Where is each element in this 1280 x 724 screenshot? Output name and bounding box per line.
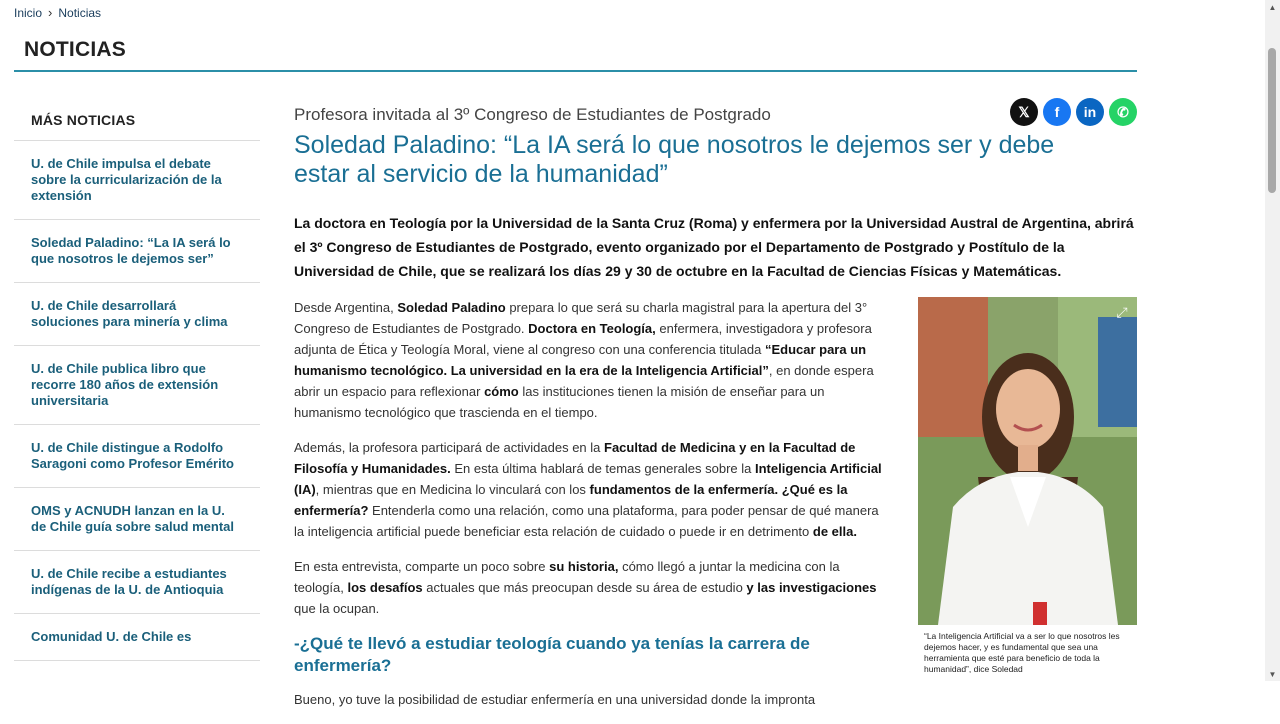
sidebar-news-link[interactable]: U. de Chile recibe a estudiantes indígenas de la U. de Antioquia [14,551,260,614]
emphasis-text: su historia, [549,559,619,574]
sidebar-news-list [14,141,260,661]
body-text: que la ocupan. [294,601,380,616]
body-text: cómo llegó a juntar la medicina con la teología, [294,559,840,595]
expand-icon[interactable]: ⤢ [1116,304,1128,320]
interview-answer: Bueno, yo tuve la posibilidad de estudiar enfermería en una universidad donde la impronta [294,692,816,707]
portrait-image [918,297,1137,625]
emphasis-text: de ella. [812,524,857,539]
scroll-up-icon[interactable]: ▲ [1268,3,1277,12]
photo-caption: “La Inteligencia Artificial va a ser lo que nosotros les dejemos hacer, y es fundamental que sea una herramienta que esté para beneficio de toda la humanidad”, dice Soledad [924,631,1120,674]
breadcrumb-current-link[interactable]: Noticias [58,5,102,20]
whatsapp-icon: ✆ [1117,103,1129,120]
emphasis-text: cómo [484,384,519,399]
breadcrumb [14,5,101,20]
scroll-down-icon[interactable]: ▼ [1268,670,1277,679]
emphasis-text: Facultad de Medicina y en la Facultad de Filosofía y Humanidades. [294,440,856,476]
body-text: Además, la profesora participará de actividades en la [294,440,605,455]
emphasis-text: Doctora en Teología, [528,321,656,336]
sidebar-news-link[interactable]: U. de Chile impulsa el debate sobre la curricularización de la extensión [14,141,260,220]
sidebar-news-link[interactable]: U. de Chile distingue a Rodolfo Saragoni como Profesor Emérito [14,425,260,488]
emphasis-text: “Educar para un humanismo tecnológico. La universidad en la era de la Inteligencia Artificial” [294,342,867,378]
body-text: , en donde espera abrir un espacio para reflexionar [294,363,874,399]
scroll-thumb[interactable] [1268,48,1276,193]
body-text: En esta entrevista, comparte un poco sobre [294,559,550,574]
linkedin-share-button[interactable] [1076,98,1104,126]
article-lead: La doctora en Teología por la Universidad de la Santa Cruz (Roma) y enfermera por la Universidad Austral de Argentina, abrirá el 3º Congreso de Estudiantes de Postgrado, evento organizado por el Departamento de Postgrado y Postítulo de la Universidad de Chile, que se realizará los días 29 y 30 de octubre en la Facultad de Ciencias Físicas y Matemáticas. [294,215,1134,279]
share-buttons [1010,98,1137,126]
body-text: prepara lo que será su charla magistral para la apertura del 3° Congreso de Estudiantes de Postgrado. [294,300,868,336]
interview-question: -¿Qué te llevó a estudiar teología cuando ya tenías la carrera de enfermería? [294,634,810,675]
body-text: las instituciones tienen la misión de enseñar para un humanismo tecnológico que trascienda en el tiempo. [294,384,825,420]
body-text: enfermera, investigadora y profesora adjunta de Ética y Teología Moral, viene al congreso con una conferencia titulada [294,321,872,357]
emphasis-text: Inteligencia Artificial (IA) [294,461,882,497]
emphasis-text: fundamentos de la enfermería. ¿Qué es la enfermería? [294,482,848,518]
article-paragraph [294,297,890,423]
chevron-right-icon: › [48,5,53,20]
body-text: Desde Argentina, [294,300,398,315]
article-body [294,297,890,724]
page-scrollbar[interactable] [1265,0,1280,681]
emphasis-text: los desafíos [347,580,423,595]
body-text: actuales que más preocupan desde su área de estudio [422,580,747,595]
x-icon: 𝕏 [1018,103,1030,120]
page-title: NOTICIAS [24,38,126,61]
whatsapp-share-button[interactable] [1109,98,1137,126]
linkedin-icon: in [1083,104,1097,120]
sidebar-news-link[interactable]: OMS y ACNUDH lanzan en la U. de Chile guía sobre salud mental [14,488,260,551]
sidebar-news-link[interactable]: Comunidad U. de Chile es [14,614,260,661]
x-share-button[interactable] [1010,98,1038,126]
facebook-share-button[interactable] [1043,98,1071,126]
sidebar-news-link[interactable]: U. de Chile desarrollará soluciones para minería y clima [14,283,260,346]
sidebar-heading: MÁS NOTICIAS [14,100,260,141]
article-kicker: Profesora invitada al 3º Congreso de Estudiantes de Postgrado [294,105,771,124]
article-paragraph [294,437,890,542]
title-divider [14,70,1137,72]
article-headline: Soledad Paladino: “La IA será lo que nosotros le dejemos ser y debe estar al servicio de la humanidad” [294,131,1055,188]
breadcrumb-home-link[interactable]: Inicio [14,5,43,20]
article-paragraph [294,556,890,619]
body-text: Entenderla como una relación, como una plataforma, para poder pensar de qué manera la inteligencia artificial puede beneficiar esta relación de cuidado o puede ir en detrimento [294,503,879,539]
body-text: , mientras que en Medicina lo vinculará con los [315,482,590,497]
sidebar-news-link[interactable]: Soledad Paladino: “La IA será lo que nosotros le dejemos ser” [14,220,260,283]
article-photo[interactable] [918,297,1137,625]
emphasis-text: Soledad Paladino [397,300,506,315]
facebook-icon: f [1054,104,1060,120]
sidebar-news-link[interactable]: U. de Chile publica libro que recorre 180 años de extensión universitaria [14,346,260,425]
emphasis-text: y las investigaciones [746,580,877,595]
more-news-sidebar [14,100,260,661]
body-text: En esta última hablará de temas generales sobre la [450,461,755,476]
